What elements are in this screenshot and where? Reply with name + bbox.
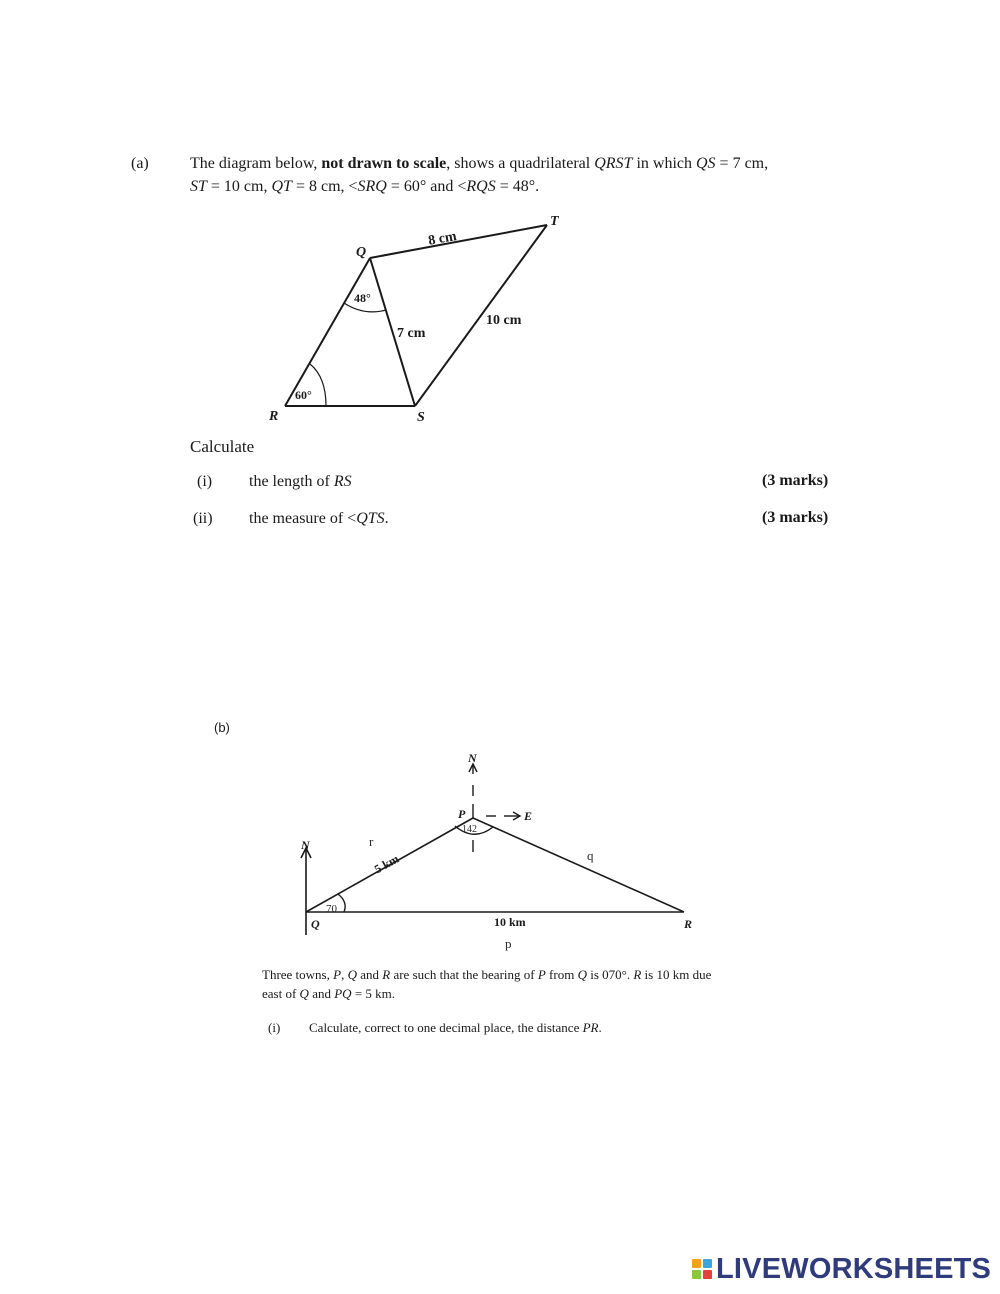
rqs-label: RQS <box>466 178 496 195</box>
liveworksheets-logo-text: LIVEWORKSHEETS <box>716 1252 992 1285</box>
quadrilateral-diagram <box>0 0 1000 440</box>
logo-square <box>692 1259 701 1268</box>
st-length-label: 10 cm <box>486 313 522 328</box>
part-a-label: (a) <box>131 155 149 172</box>
edge-pr <box>473 818 684 912</box>
text: The diagram below, <box>190 155 322 172</box>
handwritten-p: p <box>505 936 512 951</box>
town-r: R <box>382 967 391 982</box>
qs-length-label: 7 cm <box>397 326 426 341</box>
qt-value: = 8 cm, < <box>291 178 358 195</box>
segment-pr: PR <box>582 1020 599 1035</box>
edge-rq <box>285 258 370 406</box>
text: is 10 km due <box>641 967 712 982</box>
question-b-i-number: (i) <box>268 1020 281 1035</box>
text: Calculate, correct to one decimal place, the distance <box>309 1020 583 1035</box>
north-p-label: N <box>468 751 477 765</box>
logo-square <box>703 1259 712 1268</box>
logo-square <box>692 1270 701 1279</box>
vertex-p-label: P <box>458 807 466 821</box>
angle-r-label: 60° <box>295 388 312 402</box>
st-value: = 10 cm, <box>206 178 272 195</box>
text: . <box>598 1020 602 1035</box>
town-r: R <box>633 967 642 982</box>
north-q-label: N <box>301 838 310 852</box>
qr-length-label: 10 km <box>494 915 526 929</box>
part-b-label: (b) <box>214 720 230 735</box>
town-p: P <box>333 967 342 982</box>
not-to-scale-text: not drawn to scale <box>321 155 447 172</box>
qt-label: QT <box>271 178 292 195</box>
text: , <box>341 967 348 982</box>
srq-label: SRQ <box>357 178 387 195</box>
question-b-i-text <box>309 1019 602 1037</box>
vertex-s-label: S <box>417 410 425 425</box>
text: from <box>545 967 578 982</box>
angle-arc-q <box>338 894 345 912</box>
angle-label: QTS <box>356 510 385 527</box>
calculate-heading: Calculate <box>190 437 255 456</box>
bearing-diagram <box>0 740 1000 960</box>
town-q: Q <box>299 986 309 1001</box>
rqs-value: = 48°. <box>495 178 540 195</box>
qs-value: = 7 cm, <box>715 155 769 172</box>
text: . <box>384 510 389 527</box>
angle-q-label: 48° <box>354 291 371 305</box>
town-p: P <box>537 967 546 982</box>
segment-label: RS <box>333 473 352 490</box>
question-a-i-text <box>249 471 352 492</box>
vertex-r-label: R <box>684 917 693 931</box>
vertex-r-label: R <box>269 409 279 424</box>
text: east of <box>262 986 300 1001</box>
handwritten-angle-p: 142 <box>462 824 477 835</box>
text: the length of <box>249 473 334 490</box>
pq-length-label: 5 km <box>371 851 402 877</box>
qt-length-label: 8 cm <box>427 229 458 249</box>
st-label: ST <box>190 178 207 195</box>
srq-value: = 60° and < <box>386 178 467 195</box>
text: and <box>356 967 383 982</box>
part-b-text-line2 <box>262 985 395 1003</box>
text: are such that the bearing of <box>390 967 538 982</box>
logo-square <box>703 1270 712 1279</box>
liveworksheets-logo-icon <box>692 1259 712 1279</box>
handwritten-q: q <box>587 848 594 863</box>
edge-qt <box>370 225 547 258</box>
town-q: Q <box>347 967 357 982</box>
segment-pq: PQ <box>334 986 352 1001</box>
part-b-text-line1 <box>262 966 711 984</box>
text: the measure of < <box>249 510 357 527</box>
text: Three towns, <box>262 967 334 982</box>
text: is 070°. <box>586 967 634 982</box>
question-a-ii-text <box>249 508 389 529</box>
vertex-t-label: T <box>550 214 559 229</box>
angle-arc-r <box>310 364 326 406</box>
vertex-q-label: Q <box>311 917 320 931</box>
handwritten-angle-q: 70 <box>326 903 337 915</box>
qs-label: QS <box>695 155 716 172</box>
question-a-i-number: (i) <box>197 473 213 490</box>
shape-name: QRST <box>594 155 633 172</box>
town-q: Q <box>577 967 587 982</box>
text: and <box>308 986 335 1001</box>
handwritten-r: r <box>369 834 374 849</box>
east-label: E <box>524 809 533 823</box>
question-a-ii-marks: (3 marks) <box>762 509 829 526</box>
text: , shows a quadrilateral <box>446 155 595 172</box>
text: = 5 km. <box>351 986 396 1001</box>
vertex-q-label: Q <box>356 245 367 260</box>
liveworksheets-logo <box>692 1254 991 1284</box>
text: in which <box>632 155 696 172</box>
question-a-ii-number: (ii) <box>193 510 213 527</box>
question-a-i-marks: (3 marks) <box>762 472 829 489</box>
edge-ts <box>415 225 547 406</box>
